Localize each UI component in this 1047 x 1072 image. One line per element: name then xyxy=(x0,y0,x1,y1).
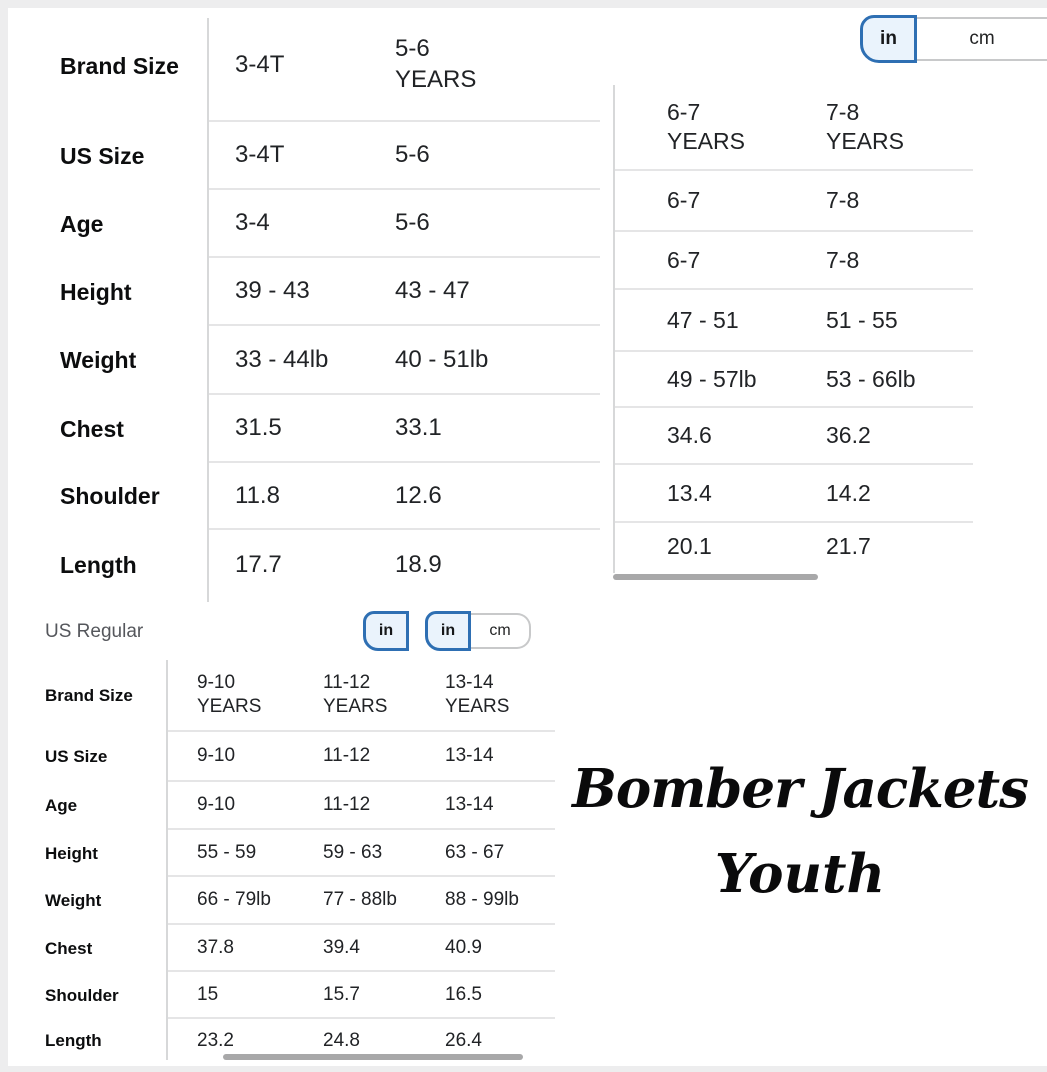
cell: 3-4 xyxy=(235,209,270,236)
product-title-line1: Bomber Jackets xyxy=(572,758,1028,820)
row-label: Age xyxy=(60,210,104,237)
column-divider xyxy=(207,18,209,602)
cell: 11-12 xyxy=(323,745,371,766)
unit-cm-button[interactable]: cm xyxy=(917,17,1047,61)
size-table-regular xyxy=(10,660,555,1062)
row-label: Chest xyxy=(45,938,93,958)
row-label: Shoulder xyxy=(60,483,160,509)
row-label: Weight xyxy=(45,891,102,910)
cell: 43 - 47 xyxy=(395,277,470,304)
column-divider xyxy=(613,85,615,573)
cell: 9-10 YEARS xyxy=(197,671,262,717)
cell: 16.5 xyxy=(445,983,482,1005)
cell: 47 - 51 xyxy=(667,306,739,333)
cell: 17.7 xyxy=(235,551,282,578)
cell: 55 - 59 xyxy=(197,841,257,863)
row-label: Height xyxy=(60,278,132,305)
cell: 39.4 xyxy=(323,936,360,958)
cell: 11.8 xyxy=(235,481,280,509)
cell: 49 - 57lb xyxy=(667,365,757,392)
cell: 3-4T xyxy=(235,141,285,168)
row-label: Shoulder xyxy=(45,985,119,1005)
table-row xyxy=(613,171,973,232)
cell: 7-8 xyxy=(826,187,860,213)
cell: 14.2 xyxy=(826,479,871,506)
table-row xyxy=(10,258,600,326)
cell: 77 - 88lb xyxy=(323,889,397,910)
cell: 15 xyxy=(197,983,219,1005)
unit-in-button[interactable]: in xyxy=(363,611,409,651)
cell: 6-7 xyxy=(667,246,701,273)
cell: 12.6 xyxy=(395,481,442,509)
row-label: Age xyxy=(45,796,78,815)
table-row xyxy=(10,10,600,122)
table-row xyxy=(10,660,555,732)
row-label: Length xyxy=(60,551,137,578)
cell: 3-4T xyxy=(235,50,285,78)
table-row xyxy=(10,122,600,190)
cell: 11-12 xyxy=(323,794,371,815)
unit-in-button[interactable]: in xyxy=(860,15,917,63)
unit-toggle-top xyxy=(860,15,1047,63)
cell: 20.1 xyxy=(667,533,712,559)
table-row xyxy=(10,972,555,1019)
row-label: Chest xyxy=(60,415,124,442)
table-row xyxy=(613,290,973,352)
table-row xyxy=(613,465,973,523)
cell: 51 - 55 xyxy=(826,306,898,333)
table-row xyxy=(613,85,973,171)
cell: 34.6 xyxy=(667,422,712,448)
cell: 11-12 YEARS xyxy=(323,671,388,717)
row-label: Weight xyxy=(60,347,137,373)
unit-toggle-partial xyxy=(363,611,409,651)
table-row xyxy=(10,782,555,830)
table-row xyxy=(10,463,600,530)
cell: 63 - 67 xyxy=(445,841,505,863)
cell: 40 - 51lb xyxy=(395,345,489,373)
cell: 37.8 xyxy=(197,936,234,958)
table-row xyxy=(10,925,555,972)
unit-cm-button[interactable]: cm xyxy=(471,613,531,649)
cell: 6-7 YEARS xyxy=(667,98,745,154)
cell: 24.8 xyxy=(323,1029,360,1051)
cell: 5-6 xyxy=(395,141,430,168)
cell: 23.2 xyxy=(197,1029,234,1051)
table-row xyxy=(10,190,600,258)
row-label: Height xyxy=(45,843,98,863)
cell: 13.4 xyxy=(667,479,712,506)
cell: 88 - 99lb xyxy=(445,889,519,910)
cell: 59 - 63 xyxy=(323,841,383,863)
table-row xyxy=(10,326,600,395)
cell: 7-8 xyxy=(826,246,860,273)
column-divider xyxy=(166,660,168,1060)
table-row xyxy=(613,523,973,570)
cell: 21.7 xyxy=(826,533,871,559)
cell: 66 - 79lb xyxy=(197,889,271,910)
table-row xyxy=(613,408,973,465)
cell: 9-10 xyxy=(197,794,236,815)
cell: 39 - 43 xyxy=(235,277,310,304)
unit-in-button[interactable]: in xyxy=(425,611,471,651)
table-row xyxy=(613,352,973,408)
cell: 15.7 xyxy=(323,983,360,1005)
row-label: Length xyxy=(45,1030,102,1050)
table-row xyxy=(613,232,973,290)
cell: 5-6 xyxy=(395,209,430,236)
cell: 9-10 xyxy=(197,745,236,766)
cell: 13-14 xyxy=(445,745,494,766)
table-row xyxy=(10,830,555,877)
unit-toggle-regular xyxy=(425,611,531,651)
table-row xyxy=(10,732,555,782)
size-table-small-scrolled xyxy=(613,85,973,570)
horizontal-scrollbar[interactable] xyxy=(613,574,818,580)
cell: 5-6 YEARS xyxy=(395,35,477,93)
size-table-small xyxy=(10,10,600,600)
table-row xyxy=(10,530,600,600)
cell: 40.9 xyxy=(445,936,482,958)
cell: 33 - 44lb xyxy=(235,345,329,373)
cell: 13-14 YEARS xyxy=(445,671,510,717)
cell: 7-8 YEARS xyxy=(826,98,904,154)
cell: 18.9 xyxy=(395,551,442,578)
row-label: US Size xyxy=(60,142,145,169)
row-label: Brand Size xyxy=(60,52,179,79)
cell: 33.1 xyxy=(395,414,442,441)
product-title-line2: Youth xyxy=(714,843,886,905)
cell: 36.2 xyxy=(826,422,871,448)
product-title xyxy=(553,758,1047,905)
table-row xyxy=(10,877,555,925)
cell: 53 - 66lb xyxy=(826,365,916,392)
cell: 26.4 xyxy=(445,1029,482,1051)
cell: 31.5 xyxy=(235,414,282,441)
cell: 6-7 xyxy=(667,187,701,213)
cell: 13-14 xyxy=(445,794,494,815)
row-label: Brand Size xyxy=(45,686,133,705)
section-label: US Regular xyxy=(45,621,144,642)
row-label: US Size xyxy=(45,747,108,766)
horizontal-scrollbar[interactable] xyxy=(223,1054,523,1060)
table-row xyxy=(10,395,600,463)
